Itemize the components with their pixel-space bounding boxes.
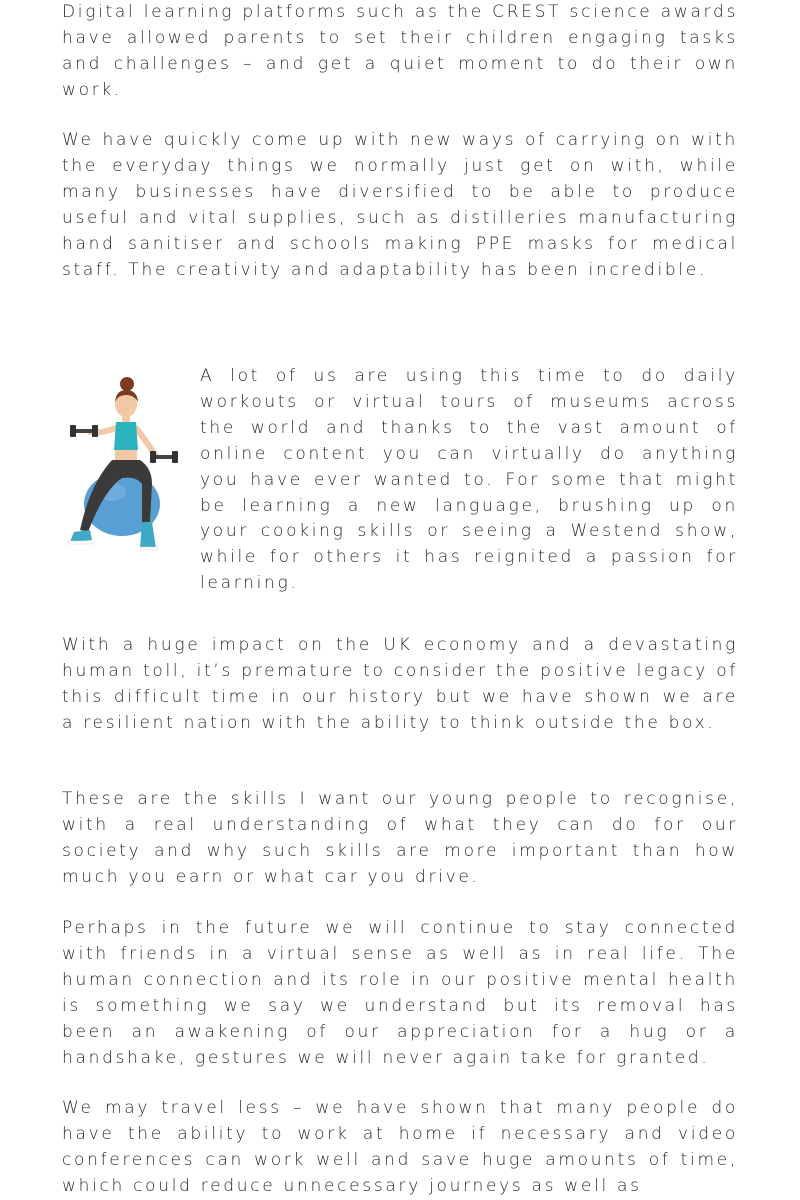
paragraph-connection: Perhaps in the future we will continue to stay connected with friends in a virtual sense as well as in real life. The human connection and its role in our positive mental health is something we say we understand but its removal has been an awakening of our appreciation for a hug or a handshake, gestures we will never again take for granted.	[62, 918, 738, 1068]
paragraph-digital-learning: Digital learning platforms such as the CREST science awards have allowed parents to set their children engaging tasks and challenges – and get a quiet moment to do their own work.	[62, 2, 738, 100]
paragraph-skills: These are the skills I want our young people to recognise, with a real understanding of what they can do for our society and why such skills are more important than how much you earn or what car you drive.	[62, 789, 738, 887]
paragraph-new-ways: We have quickly come up with new ways of carrying on with the everyday things we normally just get on with, while many businesses have diversified to be able to produce useful and vital supplies, such as distilleries manufacturing hand sanitiser and schools making PPE masks for medical staff. The creativity and adaptability has been incredible.	[62, 130, 738, 280]
paragraph-workouts: A lot of us are using this time to do daily workouts or virtual tours of museums across the world and thanks to the vast amount of online content you can virtually do anything you have ever wanted to. For some that might be learning a new language, brushing up on your cooking skills or seeing a Westend show, while for others it has reignited a passion for learning.	[200, 366, 738, 594]
paragraph-uk-economy: With a huge impact on the UK economy and a devastating human toll, it’s premature to consider the positive legacy of this difficult time in our history but we have shown we are a resilient nation with the ability to think outside the box.	[62, 635, 738, 733]
woman-exercise-ball-illustration	[60, 372, 184, 564]
paragraph-travel: We may travel less – we have shown that many people do have the ability to work at home if necessary and video conferences can work well and save huge amounts of time, which could reduce unnecessary journeys as well as	[62, 1098, 738, 1196]
